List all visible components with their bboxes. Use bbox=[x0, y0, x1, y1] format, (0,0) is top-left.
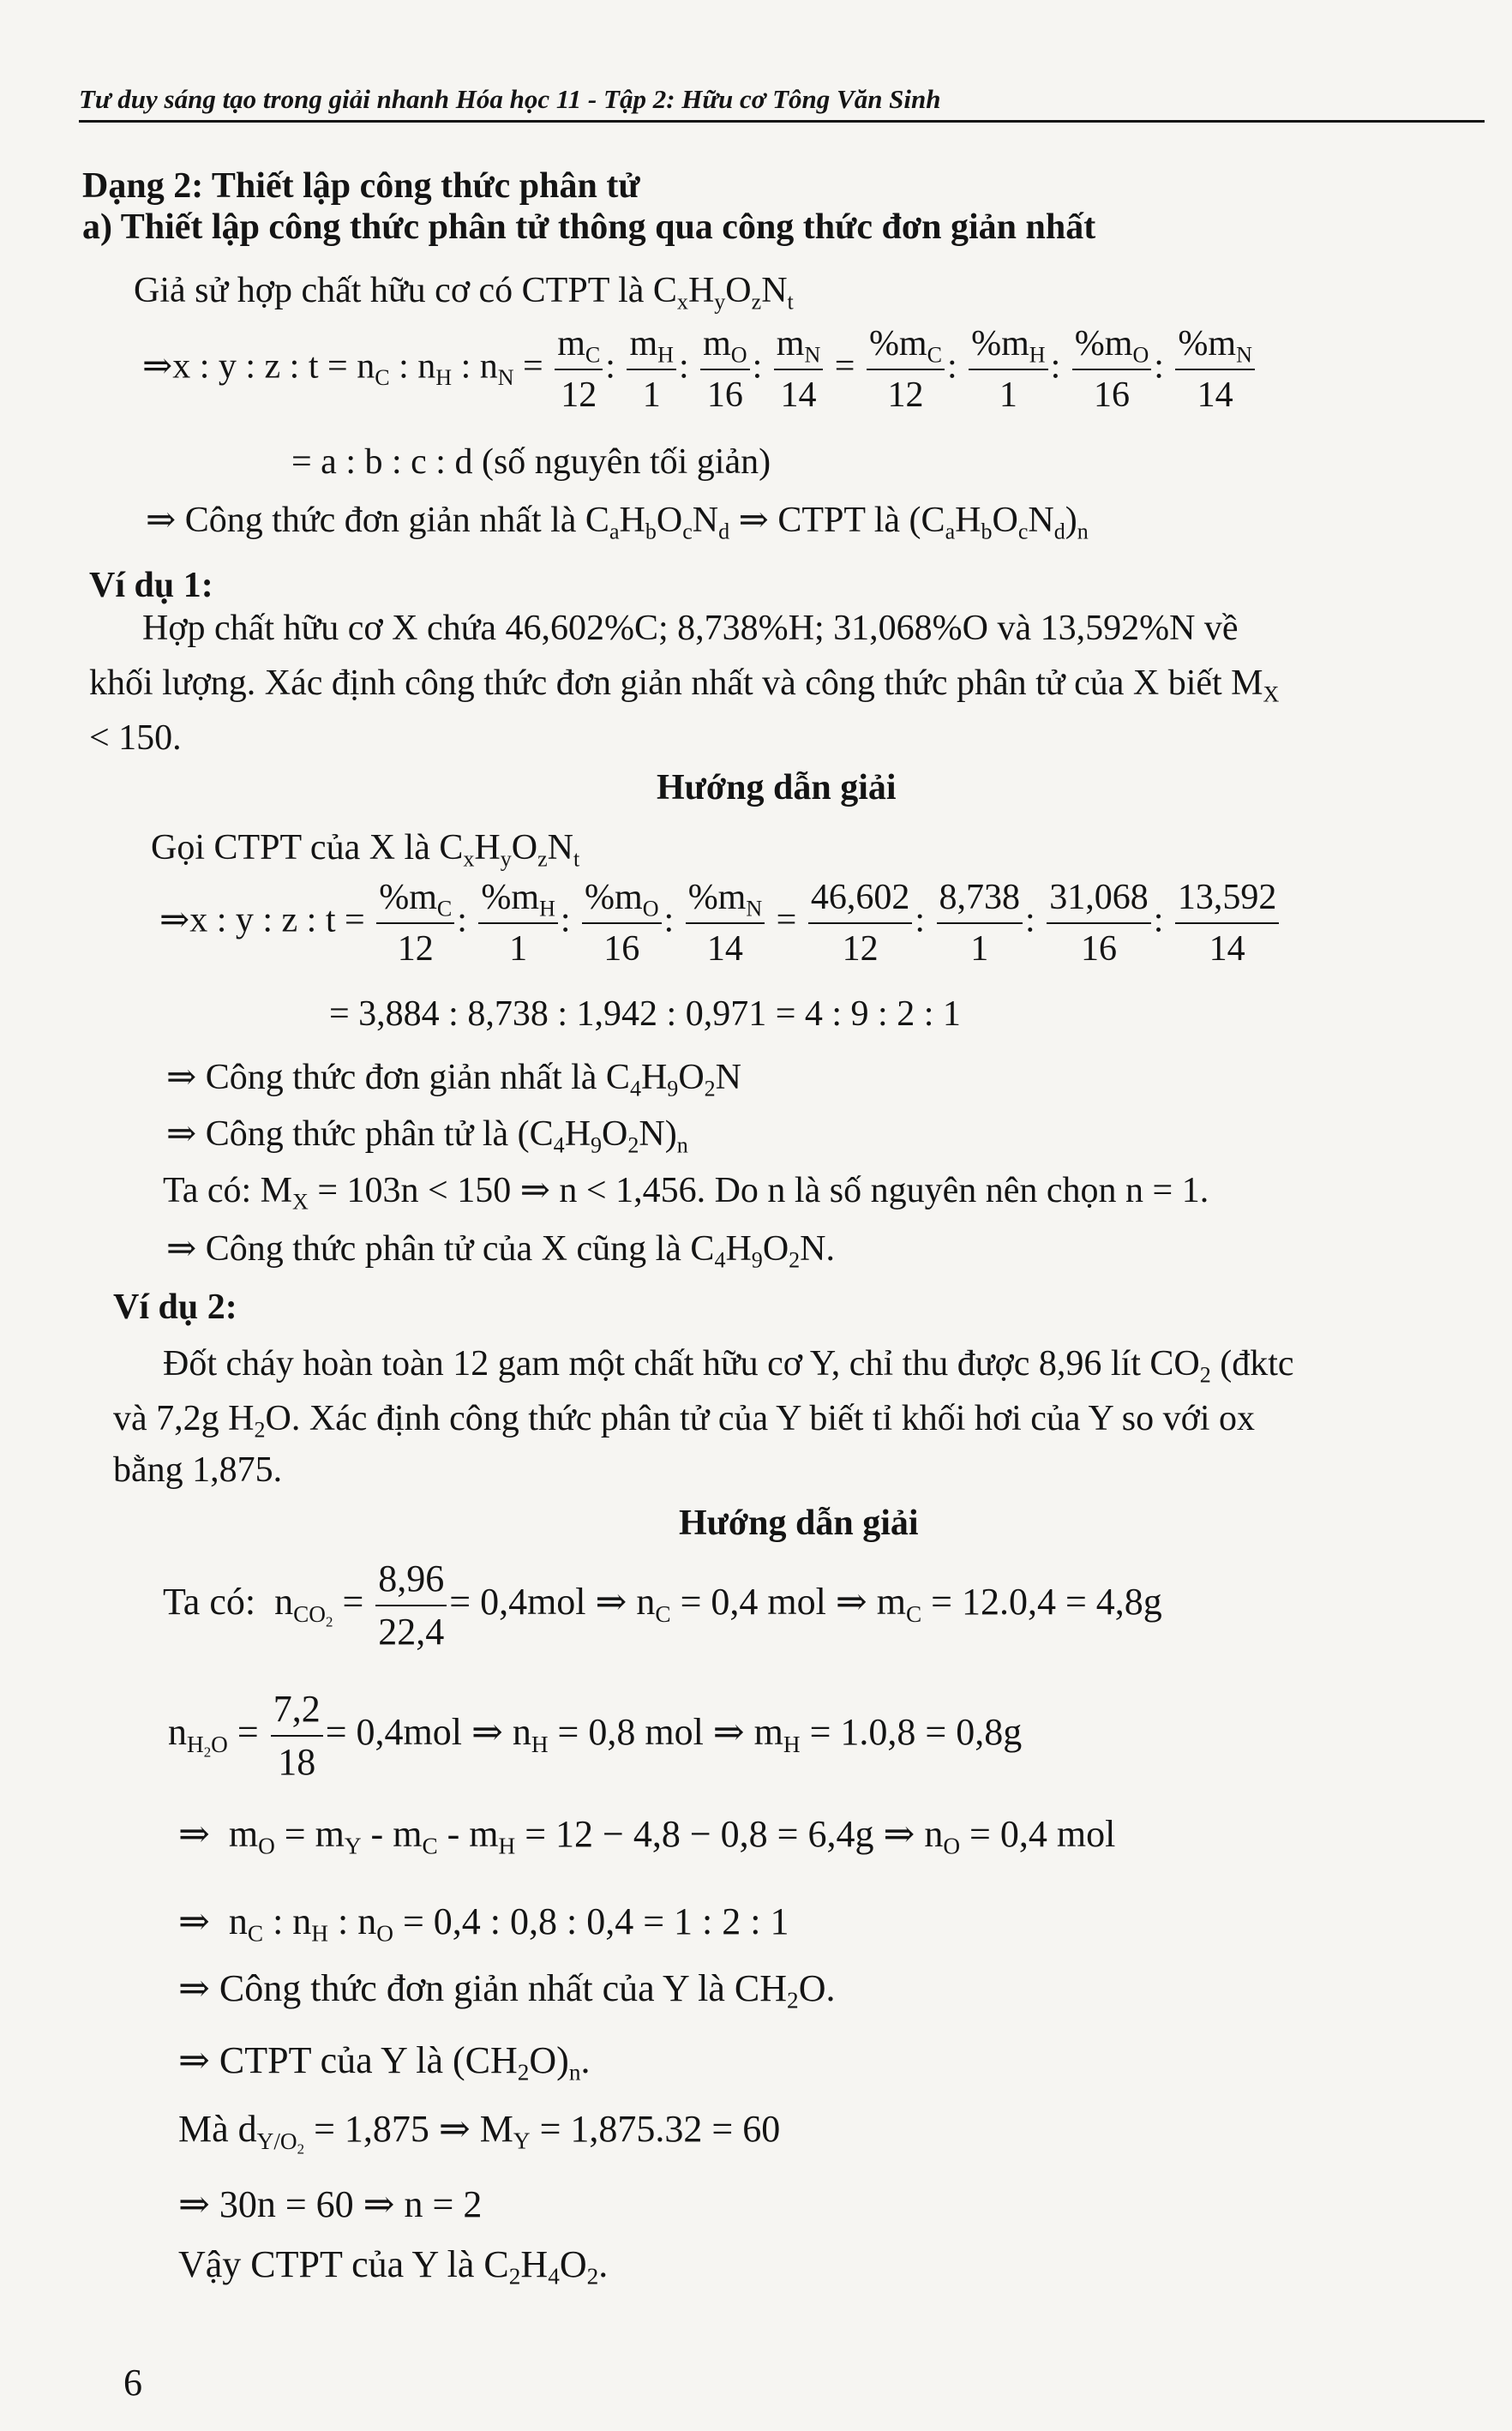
example1-step1: Gọi CTPT của X là $C_xH_yO_zN_t$ bbox=[151, 828, 580, 872]
running-header: Tư duy sáng tạo trong giải nhanh Hóa học 11 - Tập 2: Hữu cơ Tông Văn Sinh bbox=[79, 84, 941, 114]
example1-problem-line1: Hợp chất hữu cơ X chứa 46,602%C; 8,738%H; 31,068%O và 13,592%N về bbox=[142, 609, 1239, 648]
example1-problem-line3: < 150. bbox=[89, 718, 182, 758]
ratio-result: = a : b : c : d (số nguyên tối giản) bbox=[291, 442, 771, 482]
example1-step4: ⇒ Công thức đơn giản nhất là $C_4H_9O_2N$ bbox=[166, 1058, 742, 1101]
section-subtitle: a) Thiết lập công thức phân tử thông qua công thức đơn giản nhất bbox=[82, 207, 1096, 247]
section-conclusion: ⇒ Công thức đơn giản nhất là $C_aH_bO_cN_d$ ⇒ CTPT là $(C_aH_bO_cN_d)_n$ bbox=[146, 501, 1089, 544]
example2-co2-line: Ta có: $n_{CO_2}$ = $\frac{8,96}{22,4}$ = 0,4mol ⇒ $n_C = 0,4$ mol ⇒ $m_C = 12.0,4 = 4,8g$ bbox=[163, 1558, 1162, 1653]
example1-label: Ví dụ 1: bbox=[89, 566, 213, 605]
example2-problem-line3: bằng 1,875. bbox=[113, 1450, 283, 1490]
example2-answer: Vậy CTPT của Y là $C_2H_4O_2$. bbox=[178, 2243, 609, 2290]
general-ratio-formula: ⇒x : y : z : $t = n_C$ : $n_H$ : $n_N$ = $\frac{m_C}{12}$ : $\frac{m_H}{1}$ : $\frac{m_O}{16}$ : $\frac{m_N}{14}$ = $\frac{\%m_C}{12}$ : $\frac{\%m_H}{1}$ : $\frac{\%m_O}{16}$ : $\frac{\%m_N}{14}$ bbox=[142, 326, 1257, 413]
header-rule bbox=[79, 120, 1485, 123]
example1-ratio-formula: ⇒x : y : z : t = $\frac{\%m_C}{12}$ : $\frac{\%m_H}{1}$ : $\frac{\%m_O}{16}$ : $\frac{\%m_N}{14}$ = $\frac{46,602}{12}$ : $\frac{8,738}{1}$ : $\frac{31,068}{16}$ : $\frac{13,592}{14}$ bbox=[159, 879, 1281, 967]
example2-h2o-line: $n_{H_2O}$ = $\frac{7,2}{18}$ = 0,4mol ⇒ $n_H = 0,8$ mol ⇒ $m_H = 1.0,8 = 0,8g$ bbox=[168, 1688, 1023, 1783]
example2-mole-ratio: ⇒ $n_C$ : $n_H$ : $n_O = 0,4$ : 0,8 : 0,4 = 1 : 2 : 1 bbox=[178, 1900, 789, 1947]
example2-solve-n: ⇒ 30n = 60 ⇒ n = 2 bbox=[178, 2183, 483, 2225]
example1-step6: Ta có: $M_X = 103n < 150$ ⇒ n < 1,456. Do n là số nguyên nên chọn n = 1. bbox=[163, 1171, 1209, 1215]
section-title: Dạng 2: Thiết lập công thức phân tử bbox=[82, 166, 640, 206]
example1-step5: ⇒ Công thức phân tử là $(C_4H_9O_2N)_n$ bbox=[166, 1114, 688, 1158]
example1-guide-heading: Hướng dẫn giải bbox=[657, 768, 897, 807]
example2-oxygen-line: ⇒ $m_O = m_Y - m_C - m_H = 12 - 4,8 - 0,8 = 6,4g$ ⇒ $n_O = 0,4$ mol bbox=[178, 1813, 1116, 1859]
example1-step3: = 3,884 : 8,738 : 1,942 : 0,971 = 4 : 9 : 2 : 1 bbox=[329, 994, 961, 1034]
example1-step7: ⇒ Công thức phân tử của X cũng là $C_4H_9O_2N$. bbox=[166, 1229, 836, 1273]
example1-problem-line2: khối lượng. Xác định công thức đơn giản nhất và công thức phân tử của X biết $M_X$ bbox=[89, 663, 1280, 707]
page-number: 6 bbox=[123, 2362, 142, 2404]
example2-problem-line2: và 7,2g $H_2O$. Xác định công thức phân tử của Y biết tỉ khối hơi của Y so với ox bbox=[113, 1399, 1255, 1443]
example2-density: Mà $d_{Y/O_2} = 1,875$ ⇒ $M_Y = 1,875.32 = 60$ bbox=[178, 2108, 781, 2158]
example2-label: Ví dụ 2: bbox=[113, 1288, 237, 1327]
intro-line: Giả sử hợp chất hữu cơ có CTPT là $C_xH_yO_zN_t$ bbox=[134, 271, 794, 315]
example2-problem-line1: Đốt cháy hoàn toàn 12 gam một chất hữu cơ Y, chỉ thu được 8,96 lít $CO_2$ (đktc bbox=[163, 1344, 1294, 1388]
example2-ctpt: ⇒ CTPT của Y là $(CH_2O)_n$. bbox=[178, 2039, 591, 2086]
example2-empirical: ⇒ Công thức đơn giản nhất của Y là $CH_2O$. bbox=[178, 1967, 836, 2014]
example2-guide-heading: Hướng dẫn giải bbox=[679, 1504, 919, 1543]
